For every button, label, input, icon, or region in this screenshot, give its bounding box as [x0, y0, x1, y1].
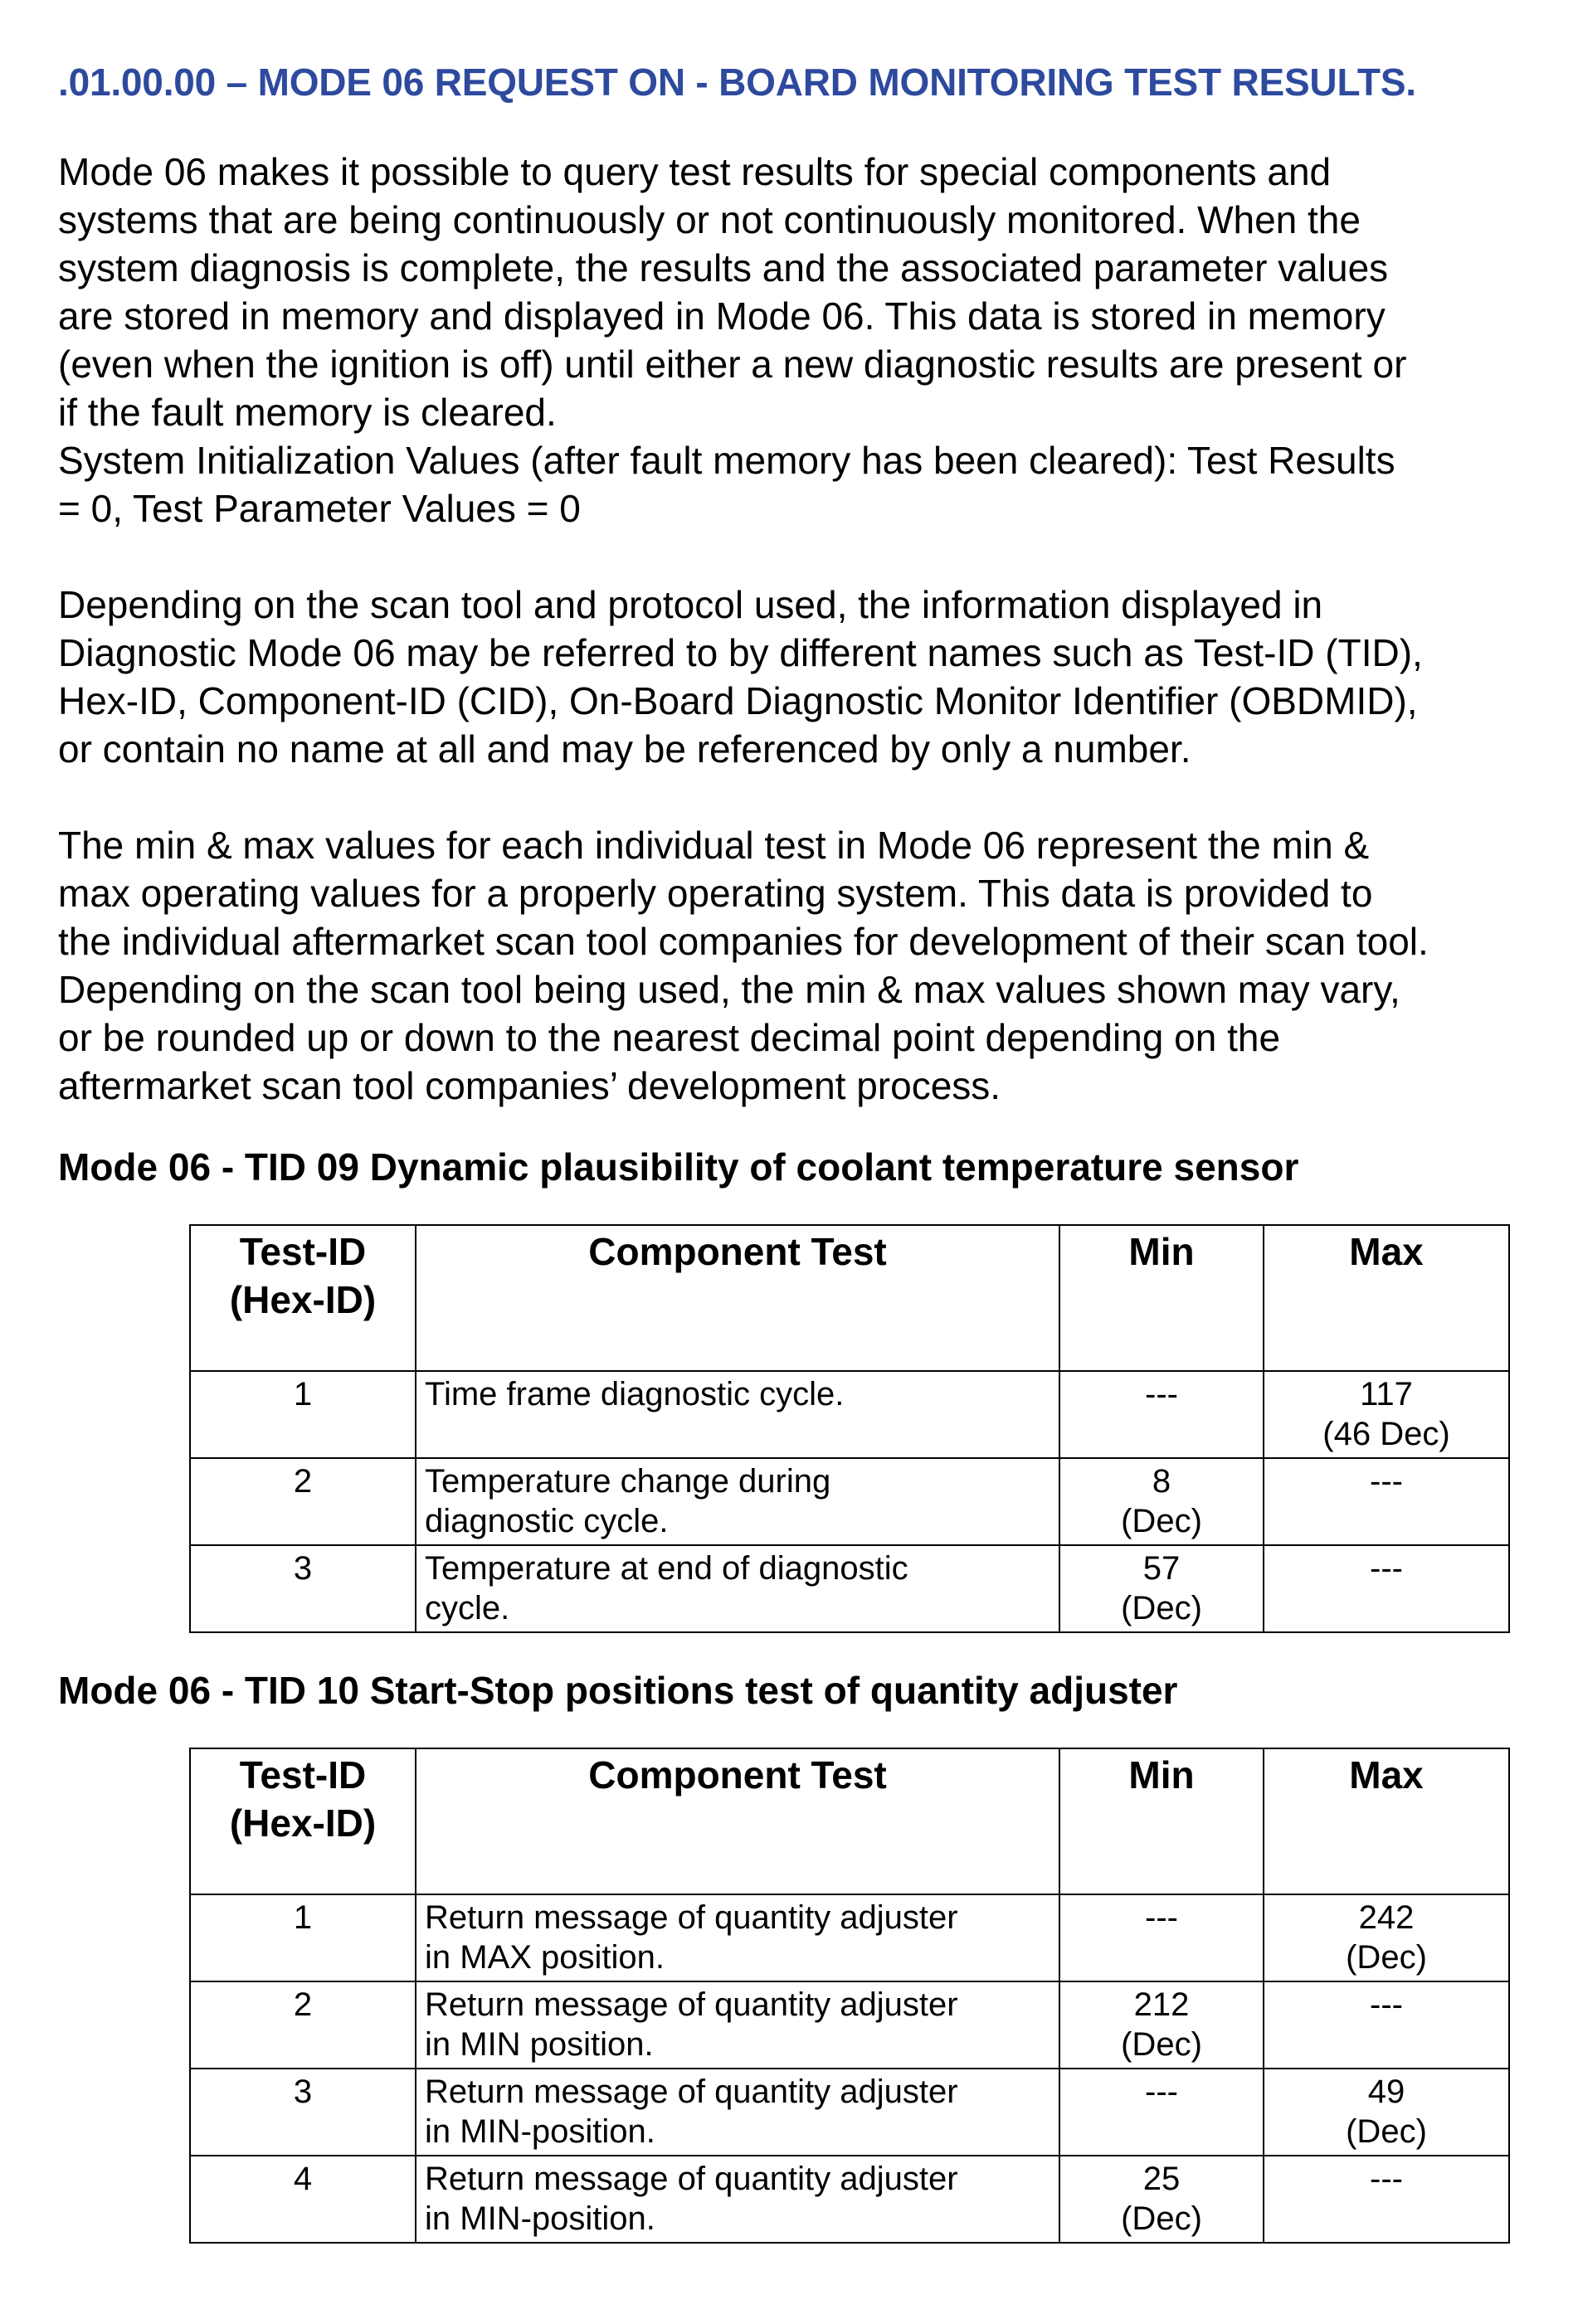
paragraph-line: systems that are being continuously or not continuously monitored. When the — [58, 198, 1361, 241]
spacer — [58, 773, 1561, 821]
column-header-max: Max — [1264, 1748, 1509, 1894]
cell-test-id: 3 — [190, 2069, 416, 2156]
cell-test-id: 2 — [190, 1981, 416, 2069]
cell-component-test: Temperature at end of diagnostic cycle. — [416, 1545, 1059, 1632]
paragraph-line: the individual aftermarket scan tool companies for development of their scan tool. — [58, 920, 1429, 963]
paragraph-line: system diagnosis is complete, the results and the associated parameter values — [58, 246, 1389, 289]
paragraph-line: if the fault memory is cleared. — [58, 391, 557, 434]
cell-test-id: 4 — [190, 2156, 416, 2243]
spacer — [58, 1633, 1561, 1666]
results-table-tid09 — [189, 1224, 1510, 1633]
cell-test-id: 1 — [190, 1894, 416, 1981]
paragraph-naming — [58, 581, 1561, 773]
spacer — [58, 532, 1561, 581]
document-title: .01.00.00 – MODE 06 REQUEST ON - BOARD MONITORING TEST RESULTS. — [58, 61, 1416, 104]
cell-component-test: Time frame diagnostic cycle. — [416, 1371, 1059, 1458]
column-header-test-id: Test-ID (Hex-ID) — [190, 1225, 416, 1371]
results-table-tid10 — [189, 1748, 1510, 2244]
paragraph-line: The min & max values for each individual test in Mode 06 represent the min & — [58, 824, 1370, 867]
cell-component-test: Return message of quantity adjuster in MIN-position. — [416, 2156, 1059, 2243]
column-header-max: Max — [1264, 1225, 1509, 1371]
cell-test-id: 3 — [190, 1545, 416, 1632]
column-header-min: Min — [1059, 1748, 1264, 1894]
cell-max: --- — [1264, 1981, 1509, 2069]
cell-min: 212 (Dec) — [1059, 1981, 1264, 2069]
table-row — [190, 1981, 1509, 2069]
cell-max: 242 (Dec) — [1264, 1894, 1509, 1981]
paragraph-line: or be rounded up or down to the nearest decimal point depending on the — [58, 1016, 1281, 1059]
cell-component-test: Temperature change during diagnostic cycle. — [416, 1458, 1059, 1545]
section-heading-tid10: Mode 06 - TID 10 Start-Stop positions test of quantity adjuster — [58, 1669, 1178, 1712]
cell-component-test: Return message of quantity adjuster in MIN-position. — [416, 2069, 1059, 2156]
paragraph-line: Depending on the scan tool being used, the min & max values shown may vary, — [58, 968, 1400, 1011]
document-page — [58, 50, 1561, 2244]
cell-component-test: Return message of quantity adjuster in MAX position. — [416, 1894, 1059, 1981]
paragraph-line: max operating values for a properly operating system. This data is provided to — [58, 872, 1373, 915]
paragraph-line: (even when the ignition is off) until either a new diagnostic results are present or — [58, 343, 1407, 386]
column-header-component-test: Component Test — [416, 1225, 1059, 1371]
cell-component-test: Return message of quantity adjuster in MIN position. — [416, 1981, 1059, 2069]
cell-min: 57 (Dec) — [1059, 1545, 1264, 1632]
table-row — [190, 1894, 1509, 1981]
column-header-test-id: Test-ID (Hex-ID) — [190, 1748, 416, 1894]
cell-test-id: 2 — [190, 1458, 416, 1545]
column-header-min: Min — [1059, 1225, 1264, 1371]
spacer — [58, 1110, 1561, 1143]
cell-max: --- — [1264, 1545, 1509, 1632]
paragraph-line: are stored in memory and displayed in Mode 06. This data is stored in memory — [58, 294, 1386, 338]
table-row — [190, 1371, 1509, 1458]
table-row — [190, 2069, 1509, 2156]
cell-max: 117 (46 Dec) — [1264, 1371, 1509, 1458]
cell-max: 49 (Dec) — [1264, 2069, 1509, 2156]
table-row — [190, 1458, 1509, 1545]
cell-min: --- — [1059, 1894, 1264, 1981]
cell-min: --- — [1059, 2069, 1264, 2156]
paragraph-line: System Initialization Values (after fault memory has been cleared): Test Results — [58, 439, 1395, 482]
paragraph-min-max — [58, 821, 1561, 1110]
table-row — [190, 1545, 1509, 1632]
table-header-row — [190, 1748, 1509, 1894]
paragraph-line: Diagnostic Mode 06 may be referred to by different names such as Test-ID (TID), — [58, 631, 1423, 674]
table-header-row — [190, 1225, 1509, 1371]
spacer — [58, 114, 1561, 148]
cell-test-id: 1 — [190, 1371, 416, 1458]
table-row — [190, 2156, 1509, 2243]
cell-min: --- — [1059, 1371, 1264, 1458]
cell-min: 25 (Dec) — [1059, 2156, 1264, 2243]
paragraph-line: Hex-ID, Component-ID (CID), On-Board Diagnostic Monitor Identifier (OBDMID), — [58, 679, 1418, 722]
section-heading-tid09: Mode 06 - TID 09 Dynamic plausibility of coolant temperature sensor — [58, 1145, 1299, 1189]
column-header-component-test: Component Test — [416, 1748, 1059, 1894]
paragraph-line: aftermarket scan tool companies’ development process. — [58, 1064, 1001, 1107]
paragraph-line: Depending on the scan tool and protocol used, the information displayed in — [58, 583, 1323, 626]
paragraph-mode06-intro — [58, 148, 1561, 532]
paragraph-line: = 0, Test Parameter Values = 0 — [58, 487, 581, 530]
paragraph-line: Mode 06 makes it possible to query test results for special components and — [58, 150, 1332, 193]
cell-min: 8 (Dec) — [1059, 1458, 1264, 1545]
cell-max: --- — [1264, 1458, 1509, 1545]
paragraph-line: or contain no name at all and may be referenced by only a number. — [58, 727, 1191, 771]
cell-max: --- — [1264, 2156, 1509, 2243]
